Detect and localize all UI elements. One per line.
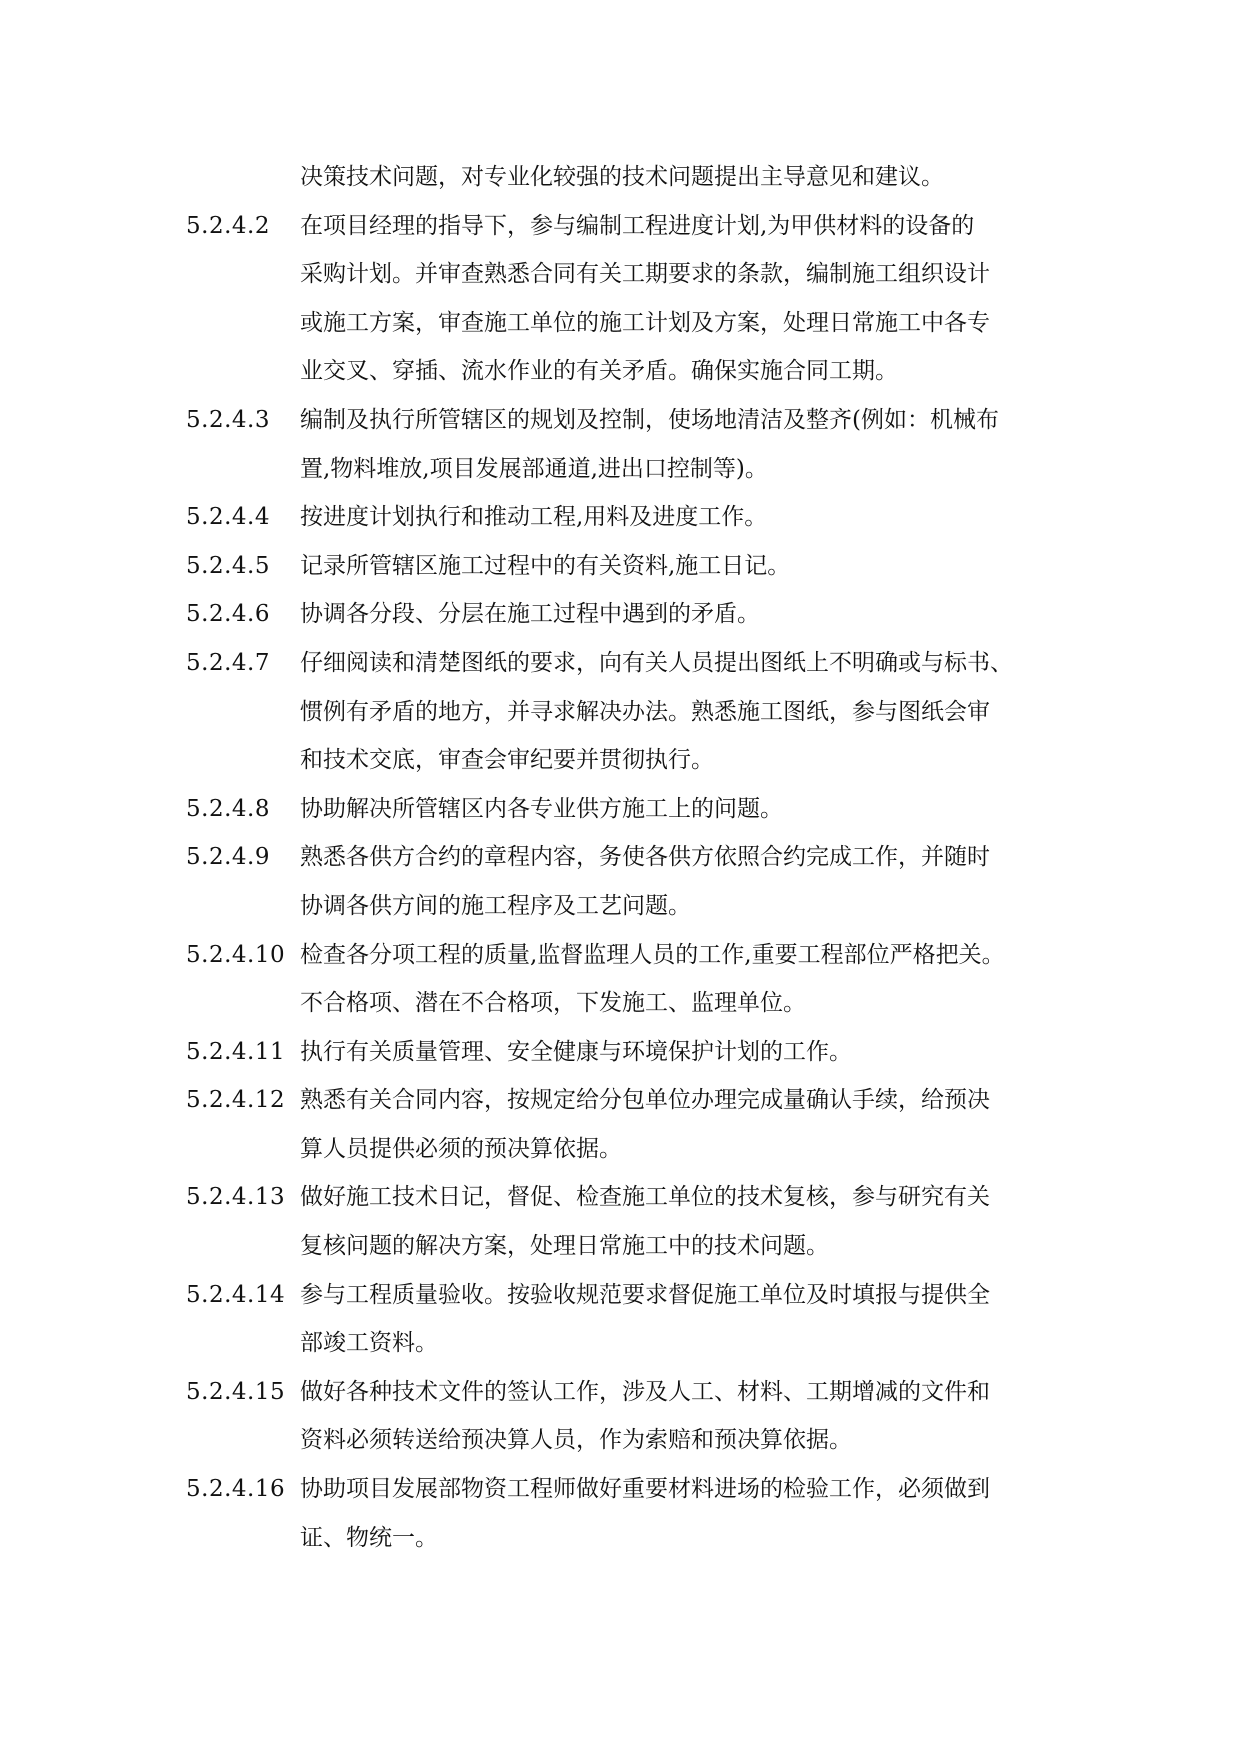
clause-text: 参与工程质量验收。按验收规范要求督促施工单位及时填报与提供全 [300,1281,990,1308]
clause-continuation-line [186,153,1066,202]
clause-number: 5.2.4.13 [186,1184,286,1211]
clause-number: 5.2.4.12 [186,1087,286,1114]
clause-line [186,396,1066,445]
clause-line [186,639,1066,688]
clause-continuation-line [186,299,1066,348]
clause-text: 熟悉各供方合约的章程内容，务使各供方依照合约完成工作，并随时 [300,844,990,871]
clause-line [186,1465,1066,1514]
clause-continuation-line [186,1319,1066,1368]
clause-line [186,1271,1066,1320]
clause-text: 执行有关质量管理、安全健康与环境保护计划的工作。 [300,1038,852,1065]
clause-text: 决策技术问题，对专业化较强的技术问题提出主导意见和建议。 [300,164,944,190]
clause-number: 5.2.4.11 [186,1038,286,1065]
clause-continuation-line [186,445,1066,494]
clause-line [186,202,1066,251]
clause-text: 协助项目发展部物资工程师做好重要材料进场的检验工作，必须做到 [300,1476,990,1503]
clause-continuation-line [186,979,1066,1028]
clause-number: 5.2.4.4 [186,504,270,531]
clause-text: 仔细阅读和清楚图纸的要求，向有关人员提出图纸上不明确或与标书、 [300,649,1013,676]
clause-continuation-line [186,1222,1066,1271]
clause-text: 在项目经理的指导下，参与编制工程进度计划,为甲供材料的设备的 [300,212,975,239]
clause-number: 5.2.4.10 [186,941,286,968]
clause-text: 业交叉、穿插、流水作业的有关矛盾。确保实施合同工期。 [300,358,898,385]
clause-line [186,1028,1066,1077]
clause-number: 5.2.4.14 [186,1281,286,1308]
clause-continuation-line [186,1514,1066,1563]
clause-text: 不合格项、潜在不合格项，下发施工、监理单位。 [300,990,806,1017]
clause-line [186,833,1066,882]
clause-text: 做好各种技术文件的签认工作，涉及人工、材料、工期增减的文件和 [300,1378,990,1405]
clause-text: 做好施工技术日记，督促、检查施工单位的技术复核，参与研究有关 [300,1184,990,1211]
clause-text: 记录所管辖区施工过程中的有关资料,施工日记。 [300,552,791,579]
clause-line [186,590,1066,639]
clause-continuation-line [186,1125,1066,1174]
clause-text: 证、物统一。 [300,1524,438,1551]
clause-continuation-line [186,1416,1066,1465]
clause-text: 或施工方案，审查施工单位的施工计划及方案，处理日常施工中各专 [300,309,990,336]
clause-text: 惯例有矛盾的地方，并寻求解决办法。熟悉施工图纸，参与图纸会审 [300,698,990,725]
clause-text: 协助解决所管辖区内各专业供方施工上的问题。 [300,795,783,822]
clause-line [186,1368,1066,1417]
clause-line [186,1076,1066,1125]
clause-continuation-line [186,736,1066,785]
clause-text: 熟悉有关合同内容，按规定给分包单位办理完成量确认手续，给预决 [300,1087,990,1114]
clause-text: 编制及执行所管辖区的规划及控制，使场地清洁及整齐(例如：机械布 [300,406,999,433]
clause-number: 5.2.4.7 [186,649,270,676]
clause-continuation-line [186,882,1066,931]
clause-line [186,542,1066,591]
clause-text: 置,物料堆放,项目发展部通道,进出口控制等)。 [300,455,768,482]
clause-number: 5.2.4.16 [186,1476,286,1503]
clause-number: 5.2.4.9 [186,844,270,871]
clause-number: 5.2.4.3 [186,406,270,433]
clause-line [186,1173,1066,1222]
clause-text: 协调各分段、分层在施工过程中遇到的矛盾。 [300,601,760,628]
clause-line [186,785,1066,834]
clause-line [186,931,1066,980]
clause-number: 5.2.4.2 [186,212,270,239]
clause-continuation-line [186,688,1066,737]
clause-text: 按进度计划执行和推动工程,用料及进度工作。 [300,504,768,531]
clause-continuation-line [186,250,1066,299]
clause-text: 算人员提供必须的预决算依据。 [300,1135,622,1162]
clause-number: 5.2.4.15 [186,1378,286,1405]
clause-text: 协调各供方间的施工程序及工艺问题。 [300,892,691,919]
clause-number: 5.2.4.5 [186,552,270,579]
clause-line [186,493,1066,542]
clause-text: 复核问题的解决方案，处理日常施工中的技术问题。 [300,1233,829,1260]
clause-text: 检查各分项工程的质量,监督监理人员的工作,重要工程部位严格把关。 [300,941,1005,968]
document-body [186,153,1066,1562]
clause-text: 采购计划。并审查熟悉合同有关工期要求的条款，编制施工组织设计 [300,261,990,288]
clause-text: 和技术交底，审查会审纪要并贯彻执行。 [300,747,714,774]
clause-continuation-line [186,347,1066,396]
clause-text: 部竣工资料。 [300,1330,438,1357]
clause-number: 5.2.4.8 [186,795,270,822]
clause-text: 资料必须转送给预决算人员，作为索赔和预决算依据。 [300,1427,852,1454]
clause-number: 5.2.4.6 [186,601,270,628]
